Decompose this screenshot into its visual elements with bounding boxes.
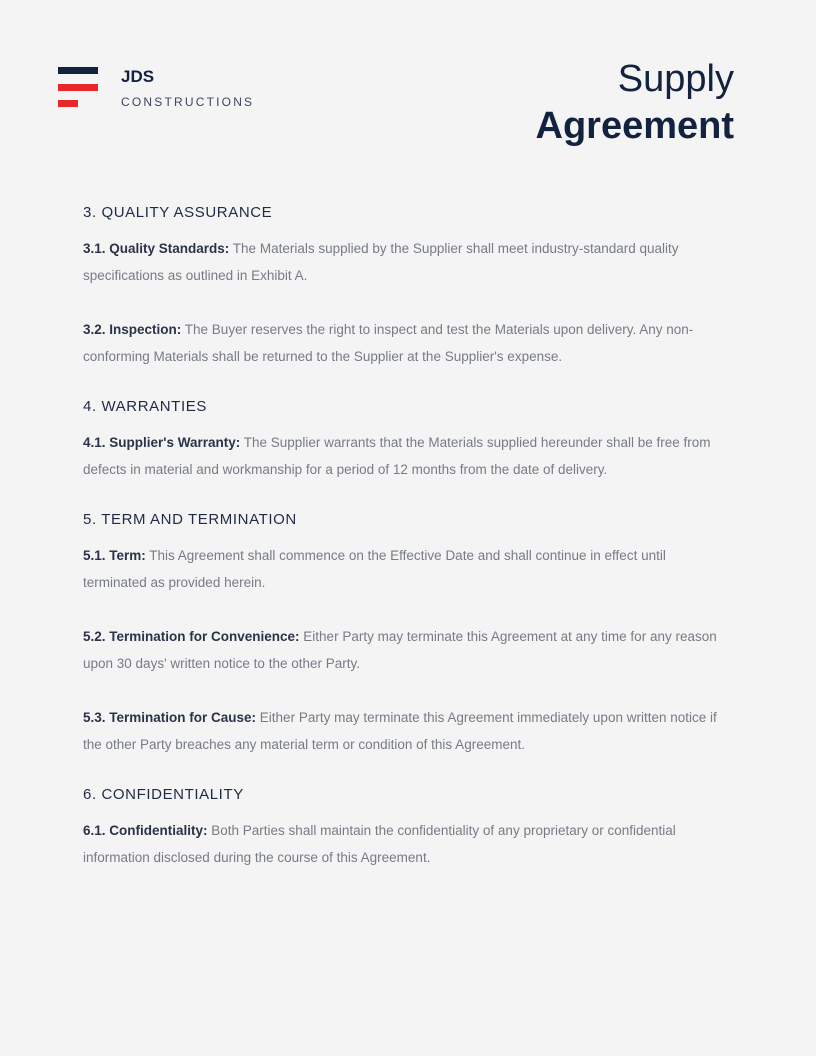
clause-5-3: [83, 704, 733, 758]
logo-bar-red-short: [58, 100, 78, 107]
clause-text: This Agreement shall commence on the Effective Date and shall continue in effect until terminated as provided herein.: [83, 548, 666, 590]
clause-5-1: [83, 542, 733, 596]
clause-6-1: [83, 817, 733, 871]
logo-bar-navy: [58, 67, 98, 74]
agreement-body: [83, 203, 733, 898]
brand-block: [121, 67, 254, 109]
clause-label: 3.2. Inspection:: [83, 322, 182, 337]
section-term-and-termination: [83, 510, 733, 758]
clause-text: Both Parties shall maintain the confidentiality of any proprietary or confidential information disclosed during the course of this Agreement.: [83, 823, 676, 865]
clause-5-2: [83, 623, 733, 677]
clause-text: The Supplier warrants that the Materials supplied hereunder shall be free from defects in material and workmanship for a period of 12 months from the date of delivery.: [83, 435, 711, 477]
section-heading: 4. WARRANTIES: [83, 398, 207, 415]
document-title: [536, 56, 735, 150]
clause-text: Either Party may terminate this Agreement immediately upon written notice if the other Party breaches any material term or condition of this Agreement.: [83, 710, 717, 752]
clause-4-1: [83, 429, 733, 483]
clause-label: 5.2. Termination for Convenience:: [83, 629, 300, 644]
brand-subtitle: CONSTRUCTIONS: [121, 95, 255, 109]
company-logo-icon: [58, 67, 98, 109]
title-line-1: Supply: [617, 58, 734, 100]
clause-label: 4.1. Supplier's Warranty:: [83, 435, 241, 450]
section-confidentiality: [83, 785, 733, 871]
section-heading: 6. CONFIDENTIALITY: [83, 786, 244, 803]
clause-text: The Materials supplied by the Supplier shall meet industry-standard quality specifications as outlined in Exhibit A.: [83, 241, 679, 283]
clause-label: 5.1. Term:: [83, 548, 146, 563]
clause-label: 3.1. Quality Standards:: [83, 241, 230, 256]
logo-bar-red: [58, 84, 98, 91]
clause-text: The Buyer reserves the right to inspect and test the Materials upon delivery. Any non-conforming Materials shall be returned to the Supplier at the Supplier's expense.: [83, 322, 694, 364]
clause-3-1: [83, 235, 733, 289]
brand-name: JDS: [121, 67, 155, 86]
clause-label: 5.3. Termination for Cause:: [83, 710, 257, 725]
section-heading: 3. QUALITY ASSURANCE: [83, 204, 273, 221]
section-heading: 5. TERM AND TERMINATION: [83, 511, 297, 528]
section-quality-assurance: [83, 203, 733, 370]
section-warranties: [83, 397, 733, 483]
title-line-2: Agreement: [535, 105, 734, 147]
clause-3-2: [83, 316, 733, 370]
clause-text: Either Party may terminate this Agreement at any time for any reason upon 30 days' written notice to the other Party.: [83, 629, 717, 671]
clause-label: 6.1. Confidentiality:: [83, 823, 208, 838]
